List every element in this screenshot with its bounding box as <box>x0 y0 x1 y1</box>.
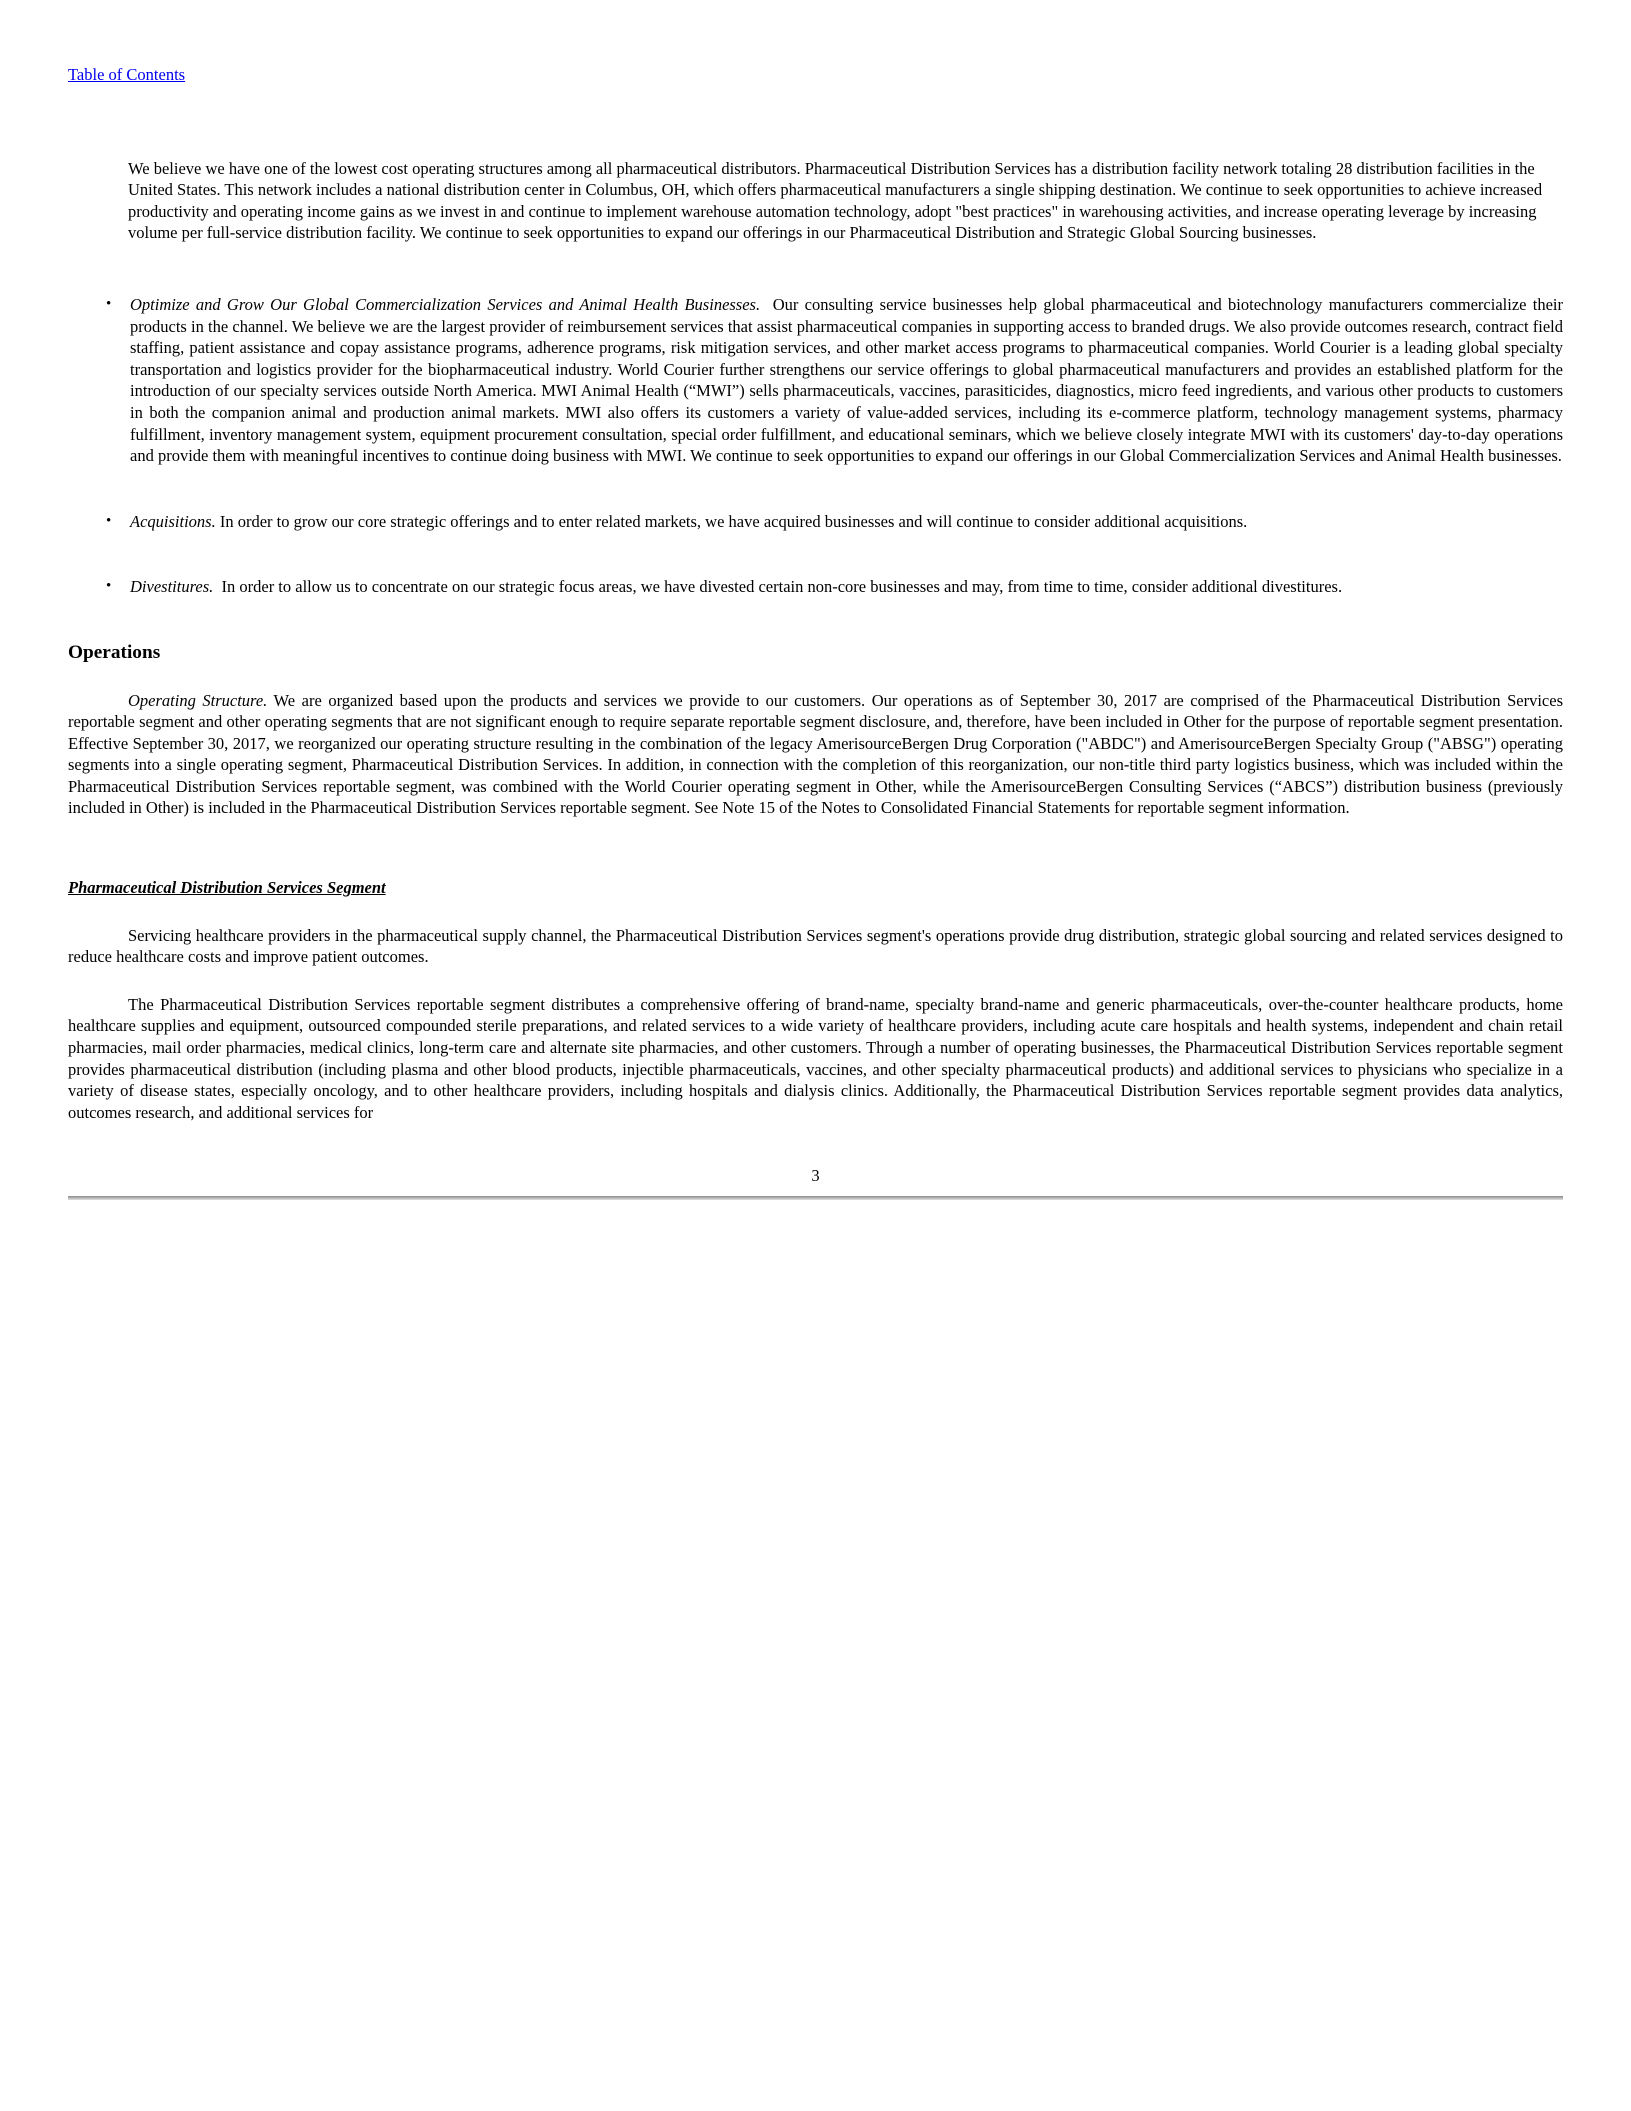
bullet-icon: • <box>106 512 112 529</box>
bullet-lead-optimize: Optimize and Grow Our Global Commercialization Services and Animal Health Businesses. <box>130 294 761 314</box>
bullet-text-optimize: Our consulting service businesses help global pharmaceutical and biotechnology manufacturers commercialize their products in the channel. We believe we are the largest provider of reimbursement services that assist pharmaceutical companies in supporting access to branded drugs. We also provide outcomes research, contract field staffing, patient assistance and copay assistance programs, adherence programs, risk mitigation services, and other market access programs to pharmaceutical companies. World Courier is a leading global specialty transportation and logistics provider for the biopharmaceutical industry. World Courier further strengthens our service offerings to global pharmaceutical manufacturers and provides an established platform for the introduction of our specialty services outside North America. MWI Animal Health (“MWI”) sells pharmaceuticals, vaccines, parasiticides, diagnostics, micro feed ingredients, and various other products to customers in both the companion animal and production animal markets. MWI also offers its customers a variety of value-added services, including its e-commerce platform, technology management systems, pharmacy fulfillment, inventory management system, equipment procurement consultation, special order fulfillment, and educational seminars, which we believe closely integrate MWI with its customers' day-to-day operations and provide them with meaningful incentives to continue doing business with MWI. We continue to seek opportunities to expand our offerings in our Global Commercialization Services and Animal Health businesses. <box>130 294 1563 466</box>
operating-structure-paragraph <box>68 690 1563 820</box>
pds-segment-heading: Pharmaceutical Distribution Services Segment <box>68 878 386 898</box>
list-item <box>68 294 1563 467</box>
bullet-text-acquisitions: In order to grow our core strategic offerings and to enter related markets, we have acquired businesses and will continue to consider additional acquisitions. <box>219 511 1248 531</box>
bullet-text-divestitures: In order to allow us to concentrate on our strategic focus areas, we have divested certain non-core businesses and may, from time to time, consider additional divestitures. <box>221 577 1343 597</box>
bullet-icon: • <box>106 295 112 312</box>
operating-structure-text: We are organized based upon the products and services we provide to our customers. Our operations as of September 30, 2017 are comprised of the Pharmaceutical Distribution Services reportable segment and other operating segments that are not significant enough to require separate reportable segment disclosure, and, therefore, have been included in Other for the purpose of reportable segment presentation. Effective September 30, 2017, we reorganized our operating structure resulting in the combination of the legacy AmerisourceBergen Drug Corporation ("ABDC") and AmerisourceBergen Specialty Group ("ABSG") operating segments into a single operating segment, Pharmaceutical Distribution Services. In addition, in connection with the completion of this reorganization, our non-title third party logistics business, which was included within the Pharmaceutical Distribution Services reportable segment, was combined with the World Courier operating segment in Other, while the AmerisourceBergen Consulting Services (“ABCS”) distribution business (previously included in Other) is included in the Pharmaceutical Distribution Services reportable segment. See Note 15 of the Notes to Consolidated Financial Statements for reportable segment information. <box>68 690 1563 818</box>
bullet-icon: • <box>106 578 112 595</box>
operating-structure-lead: Operating Structure. <box>128 690 268 710</box>
operations-heading: Operations <box>68 641 161 663</box>
pds-paragraph-distribution: The Pharmaceutical Distribution Services reportable segment distributes a comprehensive offering of brand-name, specialty brand-name and generic pharmaceuticals, over-the-counter healthcare products, home healthcare supplies and equipment, outsourced compounded sterile preparations, and related services to a wide variety of healthcare providers, including acute care hospitals and health systems, independent and chain retail pharmacies, mail order pharmacies, medical clinics, long-term care and alternate site pharmacies, and other customers. Through a number of operating businesses, the Pharmaceutical Distribution Services reportable segment provides pharmaceutical distribution (including plasma and other blood products, injectible pharmaceuticals, vaccines, and other specialty pharmaceutical products) and additional services to physicians who specialize in a variety of disease states, especially oncology, and to other healthcare providers, including hospitals and dialysis clinics. Additionally, the Pharmaceutical Distribution Services reportable segment provides data analytics, outcomes research, and additional services for <box>68 994 1563 1122</box>
list-item <box>68 511 1563 533</box>
bullet-lead-divestitures: Divestitures. <box>130 577 214 597</box>
toc-link-row <box>68 0 1563 86</box>
intro-paragraph: We believe we have one of the lowest cost operating structures among all pharmaceutical distributors. Pharmaceutical Distribution Services has a distribution facility network totaling 28 distribution facilities in the United States. This network includes a national distribution center in Columbus, OH, which offers pharmaceutical manufacturers a single shipping destination. We continue to seek opportunities to achieve increased productivity and operating income gains as we invest in and continue to implement warehouse automation technology, adopt "best practices" in warehousing activities, and increase operating leverage by increasing volume per full-service distribution facility. We continue to seek opportunities to expand our offerings in our Pharmaceutical Distribution and Strategic Global Sourcing businesses. <box>128 158 1543 243</box>
list-item <box>68 576 1563 598</box>
bullet-paragraph-divestitures <box>130 576 1563 598</box>
bullet-paragraph-acquisitions <box>130 511 1563 533</box>
pds-paragraph-servicing: Servicing healthcare providers in the pharmaceutical supply channel, the Pharmaceutical Distribution Services segment's operations provide drug distribution, strategic global sourcing and related services designed to reduce healthcare costs and improve patient outcomes. <box>68 925 1563 967</box>
page-number: 3 <box>811 1166 820 1186</box>
bullet-list <box>68 294 1563 598</box>
page-divider <box>68 1196 1563 1200</box>
table-of-contents-link[interactable]: Table of Contents <box>68 65 186 84</box>
bullet-paragraph-optimize <box>130 294 1563 467</box>
bullet-lead-acquisitions: Acquisitions. <box>130 511 216 531</box>
